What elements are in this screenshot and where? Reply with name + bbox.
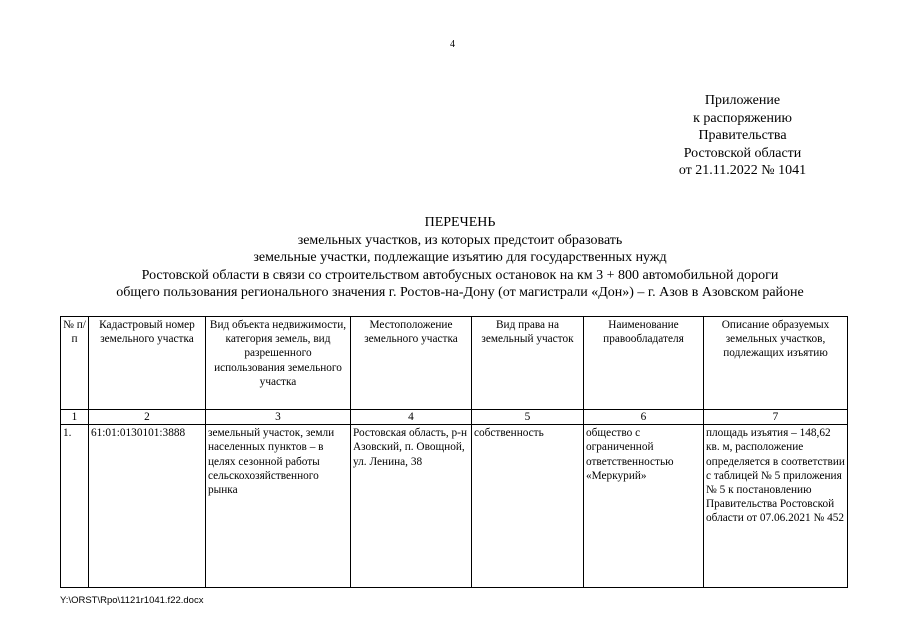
column-number: 5	[472, 410, 584, 425]
appendix-line: Ростовской области	[683, 145, 802, 161]
land-plots-table	[60, 316, 848, 588]
appendix-block	[640, 92, 845, 180]
column-number: 4	[351, 410, 472, 425]
title-line: Ростовской области в связи со строительством автобусных остановок на км 3 + 800 автомобильной дороги	[141, 267, 779, 283]
page-number: 4	[450, 39, 455, 50]
title-line: земельные участки, подлежащие изъятию для государственных нужд	[253, 250, 667, 265]
column-number: 3	[206, 410, 351, 425]
header-description: Описание образуемых земельных участков, подлежащих изъятию	[704, 317, 848, 410]
column-number: 2	[89, 410, 206, 425]
table-header-row	[61, 317, 848, 410]
title-line: земельных участков, из которых предстоит образовать	[297, 232, 623, 248]
column-number-row	[61, 410, 848, 425]
title-heading: ПЕРЕЧЕНЬ	[424, 215, 496, 230]
document-title	[40, 214, 880, 302]
table-row	[61, 425, 848, 588]
column-number: 6	[584, 410, 704, 425]
cell-cadastral: 61:01:0130101:3888	[89, 425, 206, 588]
header-object-type: Вид объекта недвижимости, категория земель, вид разрешенного использования земельного участка	[206, 317, 351, 410]
title-line: общего пользования регионального значения г. Ростов-на-Дону (от магистрали «Дон») – г. Азов в Азовском районе	[116, 285, 804, 300]
appendix-line: от 21.11.2022 № 1041	[678, 163, 807, 178]
appendix-line: Приложение	[704, 93, 781, 108]
header-right-type: Вид права на земельный участок	[472, 317, 584, 410]
header-cadastral: Кадастровый номер земельного участка	[89, 317, 206, 410]
cell-object-type: земельный участок, земли населенных пунктов – в целях сезонной работы сельскохозяйственного рынка	[206, 425, 351, 588]
column-number: 7	[704, 410, 848, 425]
cell-number: 1.	[61, 425, 89, 588]
header-owner: Наименование правообладателя	[584, 317, 704, 410]
cell-location: Ростовская область, р-н Азовский, п. Овощной, ул. Ленина, 38	[351, 425, 472, 588]
appendix-line: к распоряжению	[693, 110, 792, 126]
cell-owner: общество с ограниченной ответственностью «Меркурий»	[584, 425, 704, 588]
cell-description: площадь изъятия – 148,62 кв. м, расположение определяется в соответствии с таблицей № 5 приложения № 5 к постановлению Правительства Ростовской области от 07.06.2021 № 452	[704, 425, 848, 588]
cell-right-type: собственность	[472, 425, 584, 588]
appendix-line: Правительства	[698, 128, 787, 143]
file-path-footer: Y:\ORST\Rpo\1121r1041.f22.docx	[60, 595, 204, 606]
header-location: Местоположение земельного участка	[351, 317, 472, 410]
column-number: 1	[61, 410, 89, 425]
header-number: № п/п	[61, 317, 89, 410]
